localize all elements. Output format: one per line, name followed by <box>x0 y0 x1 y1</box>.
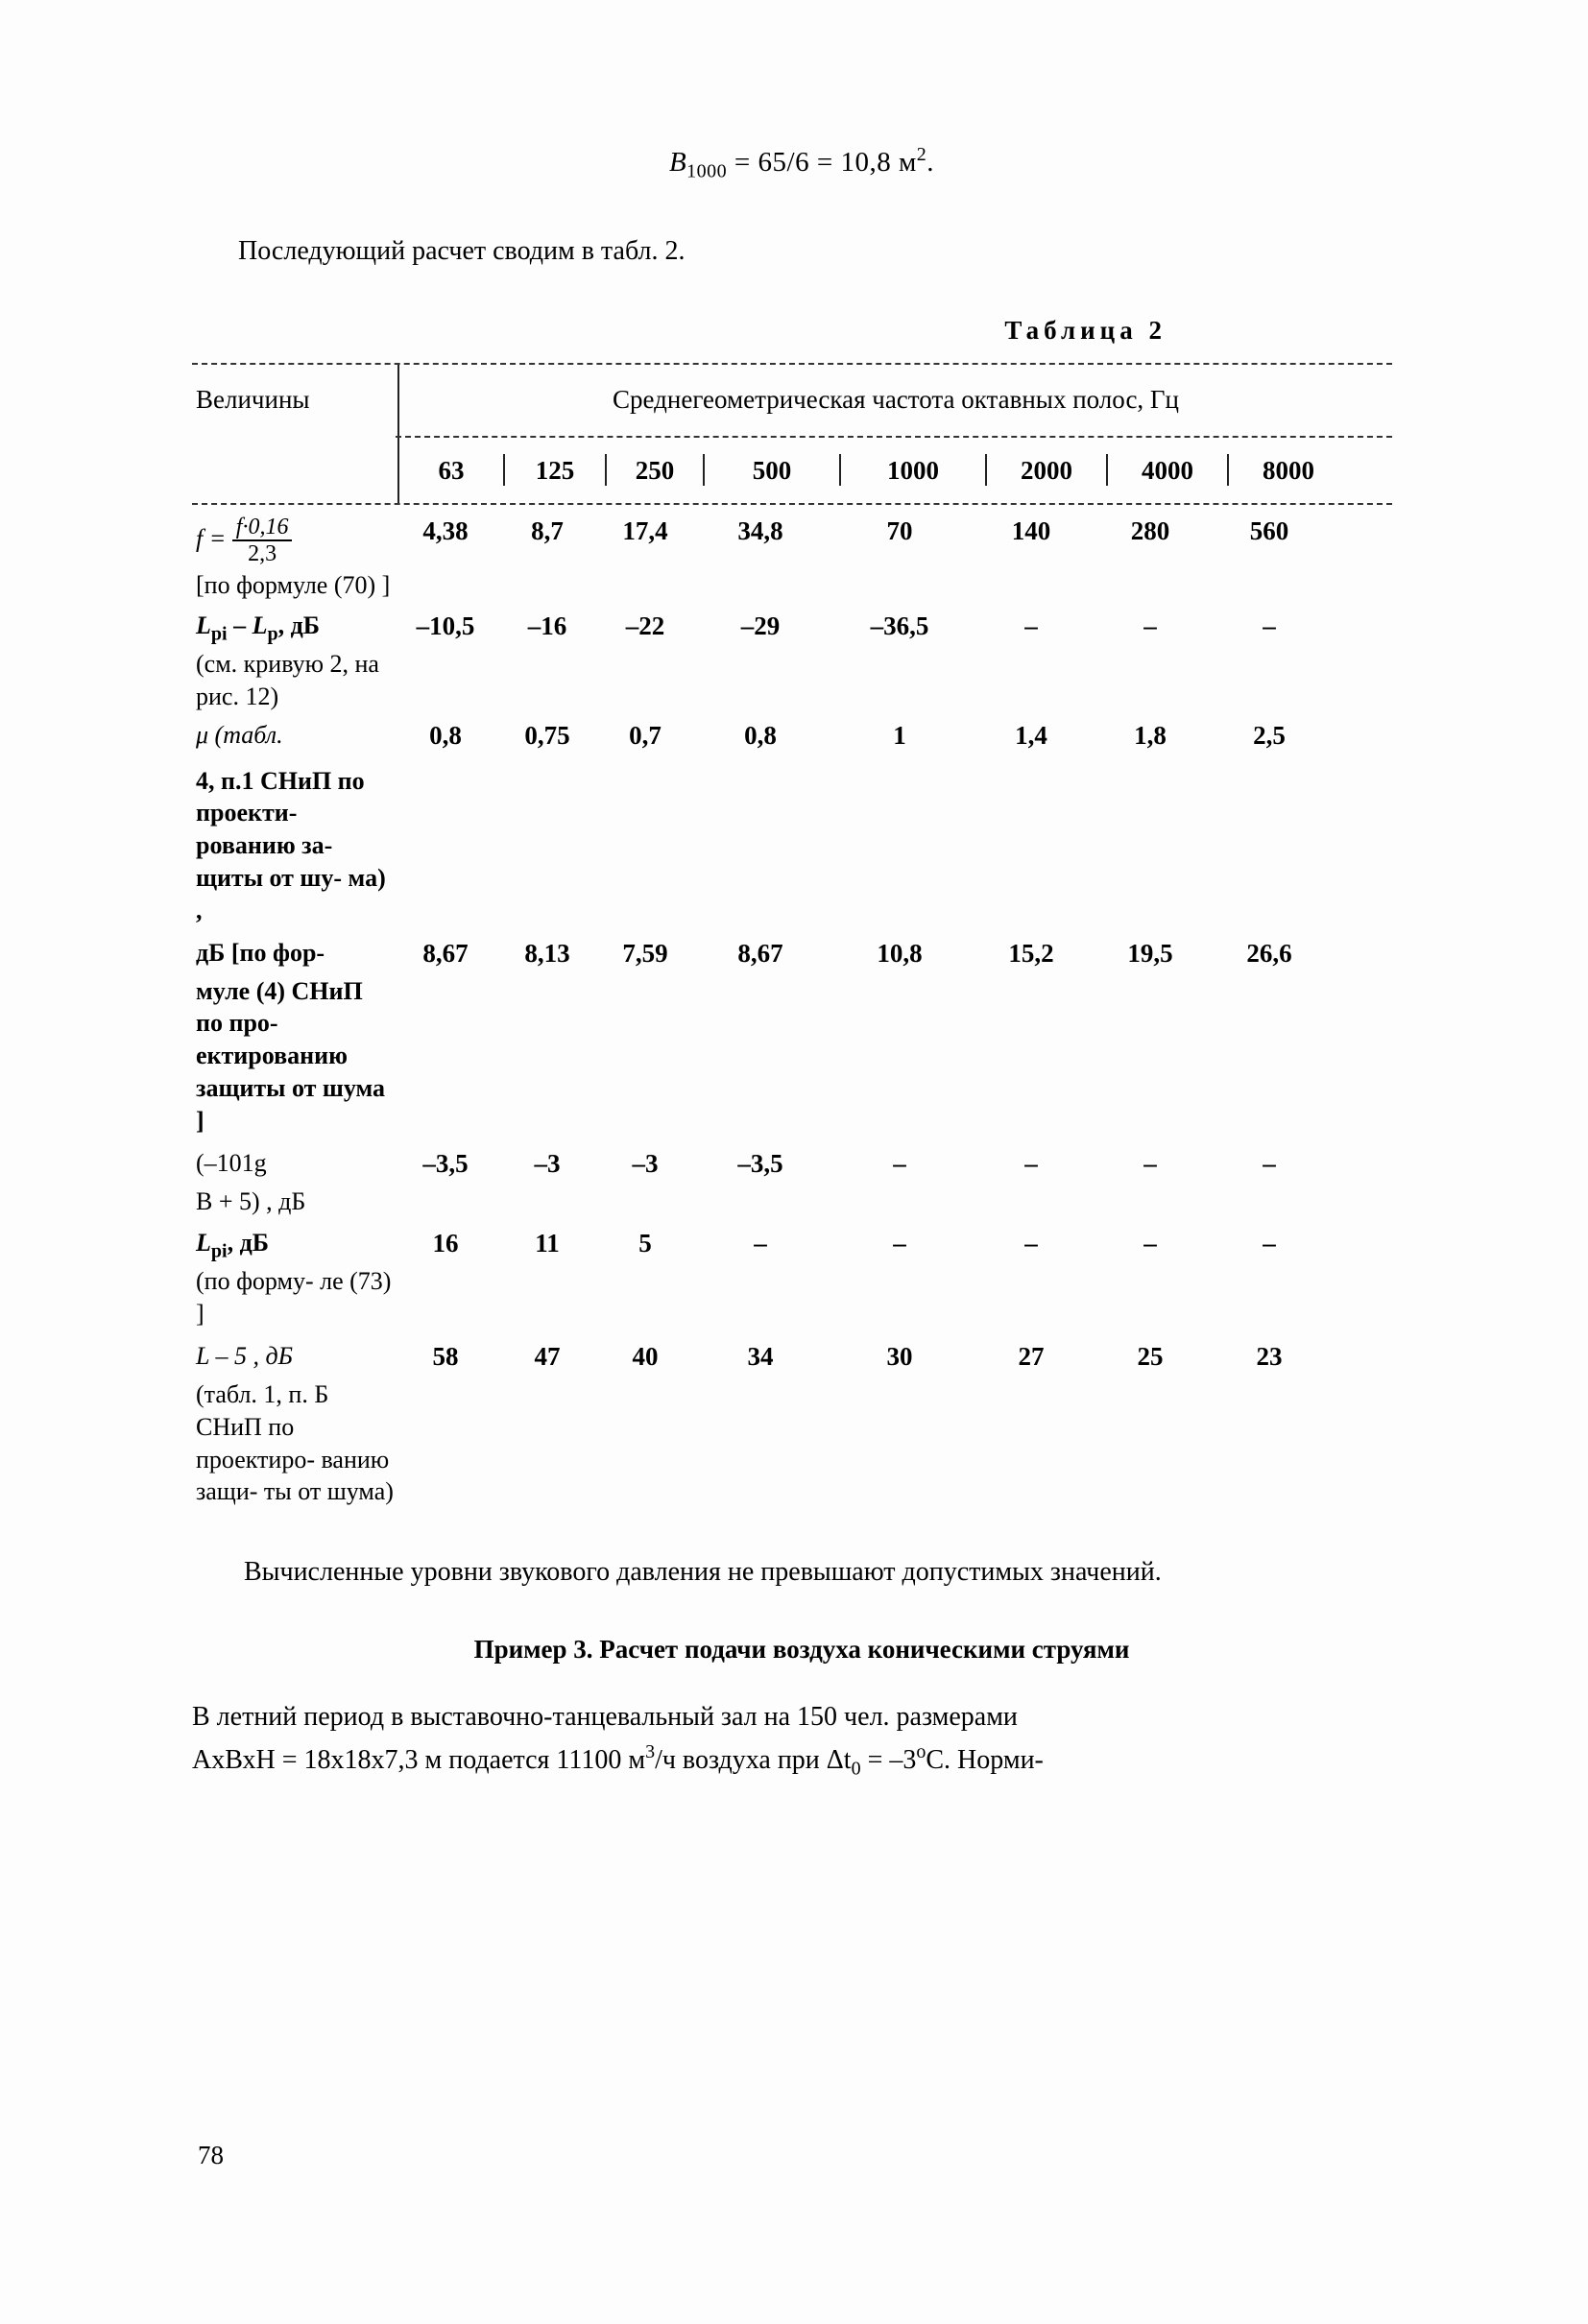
row-label-mu-note: 4, п.1 СНиП по проекти- рованию за- щиты от шу- ма) , <box>196 766 386 924</box>
table-row <box>192 610 1392 648</box>
example-delta-subscript: 0 <box>851 1758 861 1780</box>
cell-value: 19,5 <box>1127 938 1173 968</box>
row-values <box>394 1340 1392 1372</box>
row-label-f-main: f = <box>196 524 227 553</box>
cell-value: 47 <box>534 1341 561 1371</box>
cell-value: 17,4 <box>622 515 668 545</box>
page-content <box>192 144 1411 1784</box>
cell-value: 0,7 <box>629 720 662 750</box>
cell-value: 30 <box>886 1341 913 1371</box>
table-row <box>192 719 1392 757</box>
cell-value: – <box>1024 611 1038 640</box>
example-cube-superscript: 3 <box>645 1741 656 1763</box>
row-label-db-formula4: дБ [по фор- <box>196 938 325 967</box>
cell-value: –22 <box>625 611 665 640</box>
cell-value: 0,75 <box>524 720 570 750</box>
row-label-minus10lg: (–101g <box>196 1148 267 1177</box>
table-header-row-1 <box>192 365 1392 436</box>
after-table-note <box>192 1552 1411 1593</box>
intro-paragraph: Последующий расчет сводим в табл. 2. <box>238 236 686 267</box>
freq-header-125: 125 <box>535 456 575 486</box>
cell-value: –3,5 <box>737 1148 783 1178</box>
header-quantities: Величины <box>196 385 310 415</box>
cell-value: 560 <box>1249 515 1289 545</box>
cell-value: 25 <box>1137 1341 1164 1371</box>
cell-value: –10,5 <box>416 611 475 640</box>
table-body-top-rule <box>192 503 1392 505</box>
freq-header-1000: 1000 <box>887 456 939 486</box>
row-label-mu-main: μ (табл. <box>196 720 283 749</box>
example-paragraph-line-2a: АхВхН = 18х18х7,3 м подается 11100 м <box>192 1745 646 1776</box>
table-row <box>192 515 1392 567</box>
cell-value: 4,38 <box>422 515 469 545</box>
row-label-mu <box>192 719 394 752</box>
cell-value: 10,8 <box>877 938 923 968</box>
cell-value: 5 <box>638 1229 652 1258</box>
cell-value: – <box>1263 611 1276 640</box>
cell-value: –29 <box>740 611 781 640</box>
frequency-header-cells <box>399 454 1392 486</box>
table-row <box>192 1147 1392 1186</box>
cell-value: 1,8 <box>1134 720 1167 750</box>
example-degree-superscript: о <box>916 1741 926 1763</box>
cell-value: 8,67 <box>737 938 783 968</box>
cell-value: 140 <box>1011 515 1051 545</box>
cell-value: –3,5 <box>422 1148 469 1178</box>
freq-header-500: 500 <box>752 456 792 486</box>
formula-subscript: 1000 <box>686 160 728 182</box>
formula-superscript: 2 <box>916 144 927 165</box>
cell-value: 15,2 <box>1008 938 1054 968</box>
row-label-db-formula4-note: муле (4) СНиП по про- ектированию защиты от шума ] <box>196 976 386 1135</box>
cell-value: 26,6 <box>1246 938 1292 968</box>
after-table-note-text: Вычисленные уровни звукового давления не превышают допустимых значений. <box>244 1557 1162 1588</box>
cell-value: – <box>1263 1229 1276 1258</box>
cell-value: 8,13 <box>524 938 570 968</box>
freq-header-250: 250 <box>635 456 675 486</box>
row-label-l-minus-5-main: L – 5 , дБ <box>196 1341 293 1370</box>
cell-value: 1 <box>893 720 906 750</box>
row-label-lpi: $L_{pi}$, дБ <box>196 1229 269 1262</box>
cell-value: – <box>1024 1148 1038 1178</box>
cell-value: – <box>1143 1148 1157 1178</box>
cell-value: 16 <box>432 1229 459 1258</box>
row-values <box>394 610 1392 641</box>
row-label-lpi-lp: $L_{pi} - L_p$, дБ <box>196 611 320 645</box>
cell-value: – <box>754 1229 767 1258</box>
cell-value: – <box>1143 611 1157 640</box>
cell-value: –3 <box>534 1148 561 1178</box>
row-label-f-note: [по формуле (70) ] <box>196 571 391 600</box>
cell-value: – <box>893 1229 906 1258</box>
cell-value: 70 <box>886 515 913 545</box>
formula-body: = 65/6 = 10,8 м <box>727 147 917 178</box>
cell-value: 11 <box>535 1229 560 1258</box>
cell-value: 23 <box>1256 1341 1283 1371</box>
freq-header-63: 63 <box>438 456 465 486</box>
fraction-numerator: f·0,16 <box>232 515 293 541</box>
cell-value: 1,4 <box>1015 720 1047 750</box>
cell-value: 27 <box>1018 1341 1045 1371</box>
formula-end: . <box>926 147 935 178</box>
formula-variable: B <box>668 147 687 178</box>
row-values <box>394 1147 1392 1179</box>
freq-header-4000: 4000 <box>1142 456 1193 486</box>
cell-value: – <box>1143 1229 1157 1258</box>
cell-value: 0,8 <box>744 720 777 750</box>
table-row <box>192 937 1392 975</box>
cell-value: – <box>1263 1148 1276 1178</box>
table-caption: Таблица 2 <box>1004 315 1167 345</box>
freq-header-8000: 8000 <box>1263 456 1314 486</box>
example-paragraph-line-2c: = –3 <box>860 1745 917 1776</box>
row-values <box>394 515 1392 546</box>
cell-value: 280 <box>1130 515 1170 545</box>
formula-b1000 <box>192 144 1411 182</box>
row-values <box>394 1227 1392 1258</box>
example-heading: Пример 3. Расчет подачи воздуха коническими струями <box>473 1635 1130 1665</box>
cell-value: 34,8 <box>737 515 783 545</box>
row-values <box>394 719 1392 751</box>
cell-value: 40 <box>632 1341 659 1371</box>
row-label-minus10lg-note: В + 5) , дБ <box>196 1186 306 1215</box>
freq-header-2000: 2000 <box>1021 456 1072 486</box>
cell-value: –36,5 <box>870 611 929 640</box>
data-table <box>192 363 1392 1508</box>
example-paragraph-line-2b: /ч воздуха при Δt <box>655 1745 852 1776</box>
table-header-rule <box>396 436 1392 438</box>
cell-value: 0,8 <box>429 720 462 750</box>
fraction-denominator: 2,3 <box>248 540 277 566</box>
cell-value: – <box>1024 1229 1038 1258</box>
cell-value: 8,7 <box>531 515 564 545</box>
row-label-f-fraction <box>232 515 293 567</box>
cell-value: 2,5 <box>1253 720 1286 750</box>
table-row <box>192 1227 1392 1265</box>
cell-value: –16 <box>527 611 567 640</box>
example-paragraph-line-1: В летний период в выставочно-танцевальный зал на 150 чел. размерами <box>192 1702 1018 1733</box>
table-header-row-2 <box>192 438 1392 503</box>
table-row <box>192 1340 1392 1378</box>
page-number: 78 <box>198 2141 224 2169</box>
cell-value: 7,59 <box>622 938 668 968</box>
example-paragraph <box>192 1697 1411 1783</box>
row-label-l-minus-5-note: (табл. 1, п. Б СНиП по проектиро- ванию защи- ты от шума) <box>196 1379 394 1506</box>
row-label-lpi-lp-note: (см. кривую 2, на рис. 12) <box>196 649 379 710</box>
cell-value: 34 <box>747 1341 774 1371</box>
cell-value: 58 <box>432 1341 459 1371</box>
header-frequency-group: Среднегеометрическая частота октавных полос, Гц <box>613 385 1179 415</box>
cell-value: – <box>893 1148 906 1178</box>
row-label-f <box>192 515 394 567</box>
cell-value: 8,67 <box>422 938 469 968</box>
row-label-l-minus-5 <box>192 1340 394 1373</box>
row-label-lpi-note: (по форму- ле (73) ] <box>196 1267 392 1329</box>
row-values <box>394 937 1392 969</box>
cell-value: –3 <box>632 1148 659 1178</box>
example-paragraph-line-2d: С. Норми- <box>926 1745 1044 1776</box>
